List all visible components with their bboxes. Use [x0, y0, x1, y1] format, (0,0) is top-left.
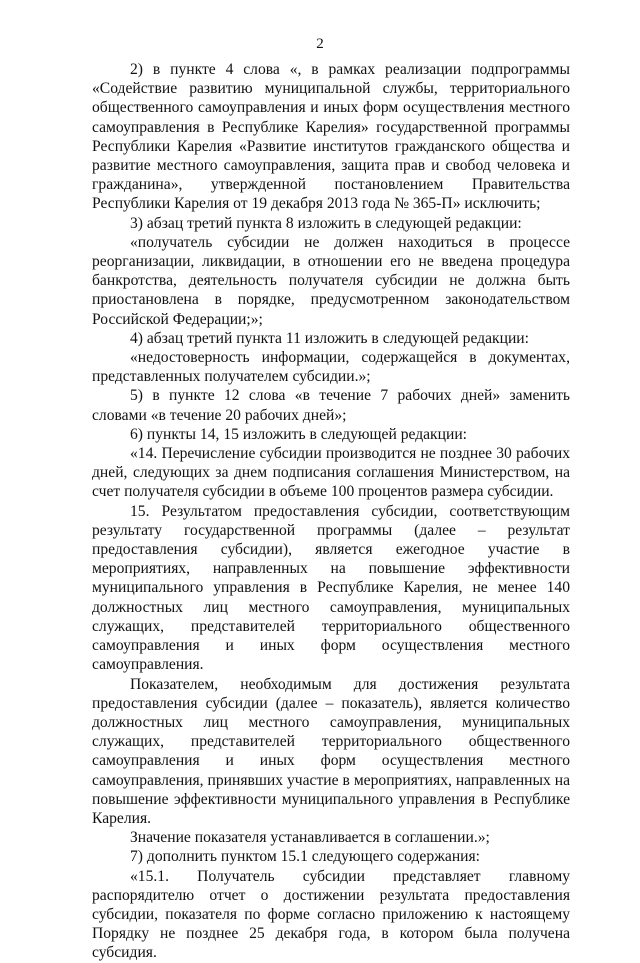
- paragraph-item-3: 3) абзац третий пункта 8 изложить в следующей редакции:: [130, 214, 522, 232]
- paragraph-indicator: Показателем, необходимым для достижения результата предоставления субсидии (далее – показатель), является количество должностных лиц местного самоуправления, муниципальных служащих, представителей территориального общественного самоуправления и иных форм осуществления местного самоуправления, принявших участие в мероприятиях, направленных на повышение эффективности муниципального управления в Республике Карелия.: [92, 675, 570, 827]
- paragraph-item-4-text: «недостоверность информации, содержащейся в документах, представленных получателем субсидии.»;: [92, 349, 570, 386]
- paragraph-item-7: 7) дополнить пунктом 15.1 следующего содержания:: [130, 848, 481, 866]
- paragraph-indicator-value: Значение показателя устанавливается в соглашении.»;: [130, 829, 490, 847]
- page-number: 2: [316, 36, 324, 52]
- paragraph-item-4: 4) абзац третий пункта 11 изложить в следующей редакции:: [130, 329, 529, 347]
- paragraph-item-6: 6) пункты 14, 15 изложить в следующей редакции:: [130, 425, 468, 443]
- paragraph-clause-15-1: «15.1. Получатель субсидии представляет главному распорядителю отчет о достижении результата предоставления субсидии, показателя по форме согласно приложению к настоящему Порядку не позднее 25 декабря года, в котором была получена субсидия.: [92, 867, 570, 962]
- paragraph-clause-14: «14. Перечисление субсидии производится не позднее 30 рабочих дней, следующих за днем подписания соглашения Министерством, на счет получателя субсидии в объеме 100 процентов размера субсидии.: [92, 445, 570, 501]
- paragraph-item-3-text: «получатель субсидии не должен находиться в процессе реорганизации, ликвидации, в отношении его не введена процедура банкротства, деятельность получателя субсидии не должна быть приостановлена в порядке, предусмотренном законодательством Российской Федерации;»;: [92, 233, 570, 328]
- paragraph-clause-15: 15. Результатом предоставления субсидии, соответствующим результату государственной программы (далее – результат предоставления субсидии), является ежегодное участие в мероприятиях, направленных на повышение эффективности муниципального управления в Республике Карелия, не менее 140 должностных лиц местного самоуправления, муниципальных служащих, представителей территориального общественного самоуправления и иных форм осуществления местного самоуправления.: [92, 502, 570, 674]
- paragraph-item-2: 2) в пункте 4 слова «, в рамках реализации подпрограммы «Содействие развитию муниципальной службы, территориального общественного самоуправления и иных форм осуществления местного самоуправления в Республике Карелия» государственной программы Республики Карелия «Развитие институтов гражданского общества и развитие местного самоуправления, защита прав и свобод человека и гражданина», утвержденной постановлением Правительства Республики Карелия от 19 декабря 2013 года № 365-П» исключить;: [92, 61, 570, 213]
- document-body: [92, 60, 570, 963]
- paragraph-item-5: 5) в пункте 12 слова «в течение 7 рабочих дней» заменить словами «в течение 20 рабочих дней»;: [92, 387, 570, 424]
